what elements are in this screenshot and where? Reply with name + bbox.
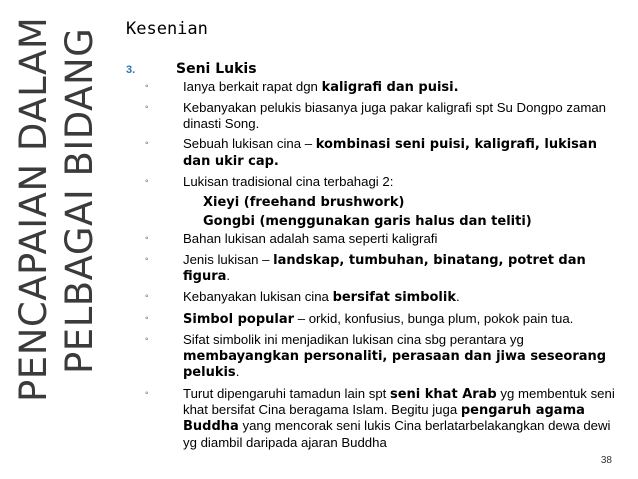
text: – orkid, konfusius, bunga plum, pokok pain tua.	[294, 310, 574, 326]
list-item	[145, 136, 615, 169]
bold-text: seni khat Arab	[389, 386, 497, 402]
text: Sebuah lukisan cina –	[183, 136, 316, 152]
list-item	[145, 100, 615, 131]
list-item	[145, 311, 615, 327]
list-item	[145, 79, 615, 95]
list-item	[145, 386, 615, 451]
bold-text: pengaruh agama Buddha	[183, 402, 585, 435]
bold-text: bersifat simbolik	[332, 290, 456, 306]
circle-bullet-icon: ◦	[145, 387, 149, 399]
text: Kebanyakan pelukis biasanya juga pakar kaligrafi spt Su Dongpo zaman dinasti Song.	[183, 100, 606, 131]
text: Kebanyakan lukisan cina	[183, 289, 333, 305]
list-item	[145, 289, 615, 305]
text: Lukisan tradisional cina terbahagi 2:	[183, 174, 394, 190]
section-number: 3.	[126, 64, 136, 76]
list-item	[145, 231, 615, 246]
circle-bullet-icon: ◦	[145, 176, 149, 188]
sub-list-item	[145, 194, 615, 210]
text: yg membentuk seni khat bersifat Cina beragama Islam. Begitu juga	[183, 385, 615, 417]
side-title-line-1: PENCAPAIAN DALAM	[12, 16, 55, 402]
text: Jenis lukisan –	[183, 251, 274, 267]
bold-text: membayangkan personaliti, perasaan dan jiwa seseorang pelukis	[183, 348, 607, 381]
slide-title: Kesenian	[126, 19, 208, 39]
bullet-list	[145, 79, 615, 455]
text: .	[235, 364, 240, 380]
text: .	[226, 268, 231, 284]
text: Bahan lukisan adalah sama seperti kaligrafi	[183, 231, 438, 247]
text: yang mencorak seni lukis Cina berlatarbelakangkan dewa dewi yg diambil daripada ajaran Buddha	[183, 418, 611, 450]
text: Sifat simbolik ini menjadikan lukisan cina sbg perantara yg	[183, 332, 524, 348]
circle-bullet-icon: ◦	[145, 291, 149, 303]
list-item	[145, 252, 615, 285]
circle-bullet-icon: ◦	[145, 81, 149, 92]
bold-text: kaligrafi dan puisi.	[321, 80, 459, 95]
bold-text: Xieyi (freehand brushwork)	[203, 195, 405, 211]
side-title-line-2: PELBAGAI BIDANG	[58, 27, 101, 374]
bold-text: landskap, tumbuhan, binatang, potret dan figura	[183, 252, 586, 285]
side-title-bar	[0, 0, 101, 479]
text: Ianya berkait rapat dgn	[183, 79, 322, 94]
bold-text: Gongbi (menggunakan garis halus dan teliti)	[203, 213, 532, 229]
circle-bullet-icon: ◦	[145, 312, 149, 324]
circle-bullet-icon: ◦	[145, 233, 149, 245]
bold-text: kombinasi seni puisi, kaligrafi, lukisan dan ukir cap.	[183, 137, 597, 169]
bold-text: Simbol popular	[183, 311, 295, 327]
page-number: 38	[600, 455, 612, 466]
circle-bullet-icon: ◦	[145, 334, 149, 346]
section-heading	[126, 60, 257, 77]
list-item	[145, 174, 615, 189]
text: Turut dipengaruhi tamadun lain spt	[183, 385, 390, 401]
list-item	[145, 332, 615, 380]
section-label: Seni Lukis	[176, 61, 257, 77]
circle-bullet-icon: ◦	[145, 102, 149, 114]
sub-list-item	[145, 213, 615, 229]
text: .	[456, 289, 460, 305]
circle-bullet-icon: ◦	[145, 138, 149, 150]
circle-bullet-icon: ◦	[145, 253, 149, 265]
